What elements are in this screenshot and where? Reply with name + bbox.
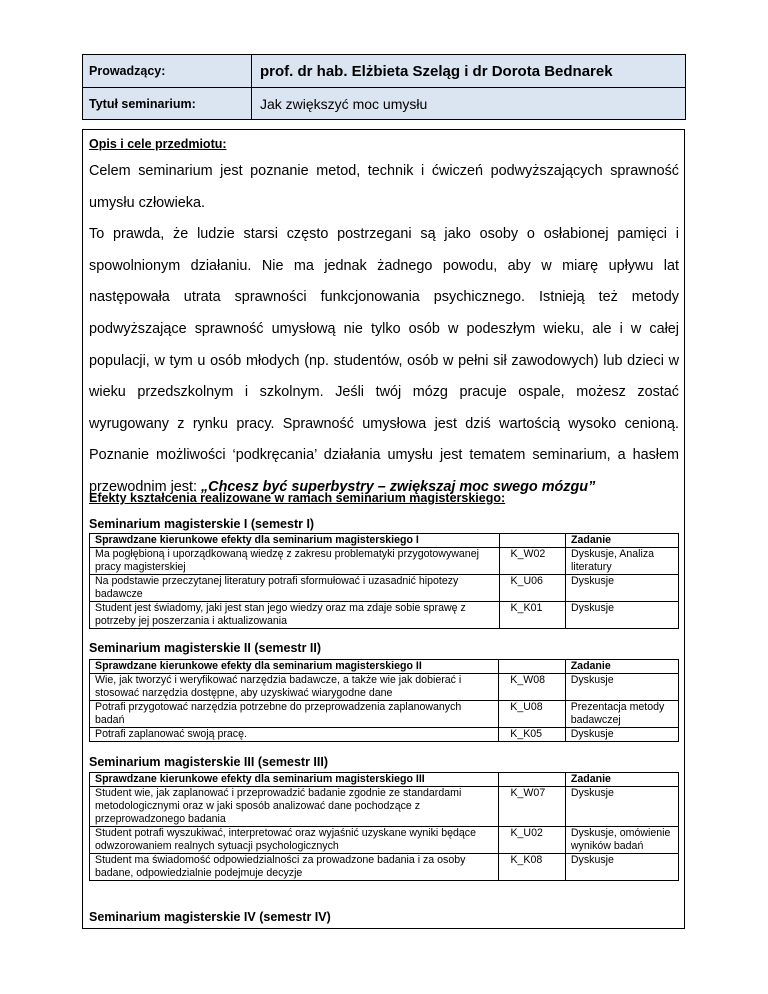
semester-1-table [89, 533, 679, 629]
description-paragraph-2 [89, 219, 679, 503]
semester-1-title: Seminarium magisterskie I (semestr I) [89, 517, 315, 531]
table-row [90, 575, 679, 602]
description-paragraph-1: Celem seminarium jest poznanie metod, technik i ćwiczeń podwyższających sprawność umysłu człowieka. [89, 163, 679, 211]
effect-cell: Potrafi zaplanować swoją pracę. [90, 728, 499, 742]
code-cell: K_W02 [499, 548, 565, 575]
semester-2-col-header: Sprawdzane kierunkowe efekty dla seminarium magisterskiego II [90, 660, 499, 674]
effect-cell: Na podstawie przeczytanej literatury potrafi sformułować i uzasadnić hipotezy badawcze [90, 575, 500, 602]
table-row [90, 701, 679, 728]
table-row [90, 602, 679, 629]
effect-cell: Potrafi przygotować narzędzia potrzebne do przeprowadzenia zaplanowanych badań [90, 701, 499, 728]
table-row [90, 728, 679, 742]
seminar-title-label: Tytuł seminarium: [83, 88, 252, 120]
task-cell: Dyskusje [566, 602, 679, 629]
semester-2-code-header [499, 660, 565, 674]
effect-cell: Student wie, jak zaplanować i przeprowadzić badanie zgodnie ze standardami metodologicznymi oraz w jaki sposób analizować dane pochodzące z przeprowadzonego badania [90, 787, 499, 827]
task-cell: Dyskusje [565, 854, 678, 881]
effect-cell: Student potrafi wyszukiwać, interpretować oraz wyjaśnić uzyskane wyniki będące odwzorowaniem realnych sytuacji psychologicznych [90, 827, 499, 854]
semester-1-code-header [499, 534, 565, 548]
semester-3-col-header: Sprawdzane kierunkowe efekty dla seminarium magisterskiego III [90, 773, 499, 787]
semester-3-code-header [499, 773, 565, 787]
semester-3-title: Seminarium magisterskie III (semestr III) [89, 755, 328, 769]
description-heading: Opis i cele przedmiotu: [89, 137, 227, 151]
code-cell: K_W07 [499, 787, 565, 827]
semester-2-table [89, 659, 679, 742]
task-cell: Dyskusje, omówienie wyników badań [565, 827, 678, 854]
task-cell: Dyskusje, Analiza literatury [566, 548, 679, 575]
task-cell: Dyskusje [566, 575, 679, 602]
code-cell: K_K08 [499, 854, 565, 881]
table-row [90, 674, 679, 701]
table-row [90, 854, 679, 881]
semester-2-task-header: Zadanie [565, 660, 678, 674]
seminar-motto: „Chcesz być superbystry – zwiększaj moc swego mózgu” [200, 478, 596, 495]
semester-1-task-header: Zadanie [566, 534, 679, 548]
code-cell: K_U08 [499, 701, 565, 728]
outcomes-heading: Efekty kształcenia realizowane w ramach seminarium magisterskiego: [89, 491, 506, 505]
code-cell: K_U02 [499, 827, 565, 854]
semester-1-col-header: Sprawdzane kierunkowe efekty dla seminarium magisterskiego I [90, 534, 500, 548]
semester-3-task-header: Zadanie [565, 773, 678, 787]
description-paragraph-2-text: To prawda, że ludzie starsi często postrzegani są jako osoby o osłabionej pamięci i spowolnionym działaniu. Nie ma jednak żadnego powodu, aby w miarę upływu lat następowała utrata sprawności funkcjonowania psychicznego. Istnieją też metody podwyższające sprawność umysłową nie tylko osób w podeszłym wieku, ale i w całej populacji, w tym u osób młodych (np. studentów, osób w pełni sił zawodowych) lub dzieci w wieku przedszkolnym i szkolnym. Jeśli twój mózg pracuje ospale, możesz zostać wyrugowany z rynku pracy. Sprawność umysłowa jest dziś wartością wysoko cenioną. Poznanie możliwości ‘podkręcania’ działania umysłu jest tematem seminarium, a hasłem przewodnim jest: [89, 226, 679, 495]
table-row [90, 787, 679, 827]
code-cell: K_U06 [499, 575, 565, 602]
effect-cell: Wie, jak tworzyć i weryfikować narzędzia badawcze, a także wie jak dobierać i stosować narzędzia dostępne, aby uzyskiwać wiarygodne dane [90, 674, 499, 701]
effect-cell: Student jest świadomy, jaki jest stan jego wiedzy oraz ma zdaje sobie sprawę z potrzeby jej poszerzania i aktualizowania [90, 602, 500, 629]
seminar-title-value: Jak zwiększyć moc umysłu [252, 88, 686, 120]
code-cell: K_W08 [499, 674, 565, 701]
task-cell: Dyskusje [565, 674, 678, 701]
description-box [82, 129, 685, 929]
effect-cell: Ma pogłębioną i uporządkowaną wiedzę z zakresu problematyki przygotowywanej pracy magisterskiej [90, 548, 500, 575]
code-cell: K_K05 [499, 728, 565, 742]
description-body [89, 156, 679, 504]
lecturer-value: prof. dr hab. Elżbieta Szeląg i dr Dorota Bednarek [252, 55, 686, 88]
task-cell: Dyskusje [565, 787, 678, 827]
semester-4-title: Seminarium magisterskie IV (semestr IV) [89, 910, 331, 924]
code-cell: K_K01 [499, 602, 565, 629]
header-table [82, 54, 686, 120]
semester-3-table [89, 772, 679, 881]
task-cell: Dyskusje [565, 728, 678, 742]
task-cell: Prezentacja metody badawczej [565, 701, 678, 728]
table-row [90, 827, 679, 854]
table-row [90, 548, 679, 575]
semester-2-title: Seminarium magisterskie II (semestr II) [89, 641, 322, 655]
effect-cell: Student ma świadomość odpowiedzialności za prowadzone badania i za osoby badane, odpowiedzialnie podejmuje decyzje [90, 854, 499, 881]
lecturer-label: Prowadzący: [83, 55, 252, 88]
